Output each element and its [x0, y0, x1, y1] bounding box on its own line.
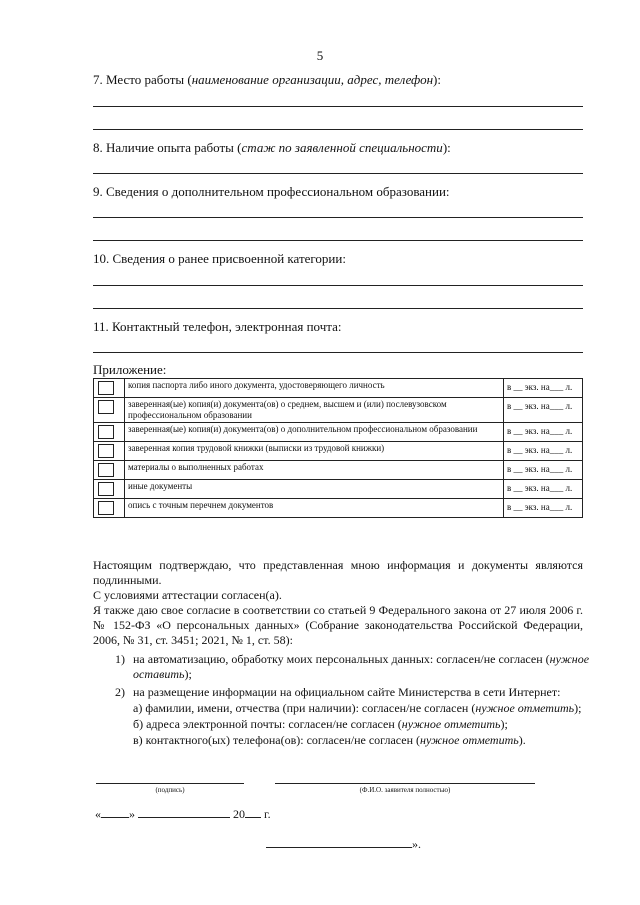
attachment-text: заверенная копия трудовой книжки (выписки из трудовой книжки) — [125, 442, 504, 461]
attachment-quantity[interactable]: в __ экз. на___ л. — [504, 379, 583, 398]
field-8-label: 8. Наличие опыта работы (стаж по заявленной специальности): — [93, 140, 451, 155]
attachment-text: заверенная(ые) копия(и) документа(ов) о дополнительном профессиональном образовании — [125, 423, 504, 442]
attachment-quantity[interactable]: в __ экз. на___ л. — [504, 499, 583, 518]
subitem-c: в) контактного(ых) телефона(ов): согласен/не согласен (нужное отметить). — [133, 733, 526, 747]
bottom-entry-line: ». — [266, 836, 421, 852]
attachment-checkbox[interactable] — [98, 400, 114, 414]
full-name-line[interactable] — [275, 783, 535, 784]
item-2-marker: 2) — [115, 685, 125, 699]
attachment-text: материалы о выполненных работах — [125, 461, 504, 480]
field-7-line-1[interactable] — [93, 106, 583, 107]
item-2-text: на размещение информации на официальном сайте Министерства в сети Интернет: — [133, 685, 561, 699]
field-7-label: 7. Место работы (наименование организации, адрес, телефон): — [93, 72, 441, 87]
attachment-row — [94, 480, 583, 499]
attachment-checkbox[interactable] — [98, 501, 114, 515]
attachment-text: копия паспорта либо иного документа, удостоверяющего личность — [125, 379, 504, 398]
attachment-quantity[interactable]: в __ экз. на___ л. — [504, 442, 583, 461]
date-line: « » 20 г. — [95, 807, 271, 821]
attachment-checkbox[interactable] — [98, 381, 114, 395]
attachment-quantity[interactable]: в __ экз. на___ л. — [504, 423, 583, 442]
field-9-label: 9. Сведения о дополнительном профессиональном образовании: — [93, 184, 450, 199]
full-name-caption: (Ф.И.О. заявителя полностью) — [359, 786, 451, 794]
subitem-a: а) фамилии, имени, отчества (при наличии): согласен/не согласен (нужное отметить); — [133, 701, 582, 715]
agree-conditions-text: С условиями аттестации согласен(а). — [93, 588, 282, 602]
subitem-b: б) адреса электронной почты: согласен/не согласен (нужное отметить); — [133, 717, 508, 731]
attachments-title: Приложение: — [93, 362, 167, 377]
consent-text: Я также даю свое согласие в соответствии со статьей 9 Федерального закона от 27 июля 2006 г. № 152-ФЗ «О персональных данных» (Собрание законодательства Российской Федерации, 2006, № 31, ст. 3451; 2021, № 1, ст. 58): — [93, 603, 583, 647]
attachment-text: иные документы — [125, 480, 504, 499]
field-8-line-1[interactable] — [93, 173, 583, 174]
field-11-label: 11. Контактный телефон, электронная почта: — [93, 319, 342, 334]
attachment-row — [94, 499, 583, 518]
page-number: 5 — [316, 48, 324, 63]
attachment-row — [94, 461, 583, 480]
item-1-marker: 1) — [115, 652, 125, 666]
attachment-quantity[interactable]: в __ экз. на___ л. — [504, 461, 583, 480]
date-year-field[interactable] — [245, 806, 261, 818]
field-7-line-2[interactable] — [93, 129, 583, 130]
attachment-checkbox[interactable] — [98, 444, 114, 458]
attachment-checkbox[interactable] — [98, 482, 114, 496]
attachment-checkbox[interactable] — [98, 425, 114, 439]
attachment-text: опись с точным перечнем документов — [125, 499, 504, 518]
signature-line[interactable] — [96, 783, 244, 784]
confirm-text: Настоящим подтверждаю, что представленная мною информация и документы являются подлинными. — [93, 558, 583, 587]
field-10-line-1[interactable] — [93, 285, 583, 286]
attachment-checkbox[interactable] — [98, 463, 114, 477]
attachments-table — [93, 378, 583, 518]
attachment-quantity[interactable]: в __ экз. на___ л. — [504, 480, 583, 499]
field-11-line-1[interactable] — [93, 352, 583, 353]
item-1-text: на автоматизацию, обработку моих персональных данных: согласен/не согласен (нужное оставить); — [133, 652, 590, 681]
attachment-quantity[interactable]: в __ экз. на___ л. — [504, 398, 583, 423]
date-month-field[interactable] — [138, 806, 230, 818]
signature-caption: (подпись) — [155, 786, 185, 794]
field-10-line-2[interactable] — [93, 308, 583, 309]
field-10-label: 10. Сведения о ранее присвоенной категории: — [93, 251, 346, 266]
attachment-row — [94, 423, 583, 442]
attachment-text: заверенная(ые) копия(и) документа(ов) о среднем, высшем и (или) послевузовском профессиональном образовании — [125, 398, 504, 423]
attachment-row — [94, 442, 583, 461]
field-9-line-1[interactable] — [93, 217, 583, 218]
date-day-field[interactable] — [101, 806, 129, 818]
bottom-entry-field[interactable] — [266, 836, 412, 848]
field-9-line-2[interactable] — [93, 240, 583, 241]
attachment-row — [94, 398, 583, 423]
attachment-row — [94, 379, 583, 398]
